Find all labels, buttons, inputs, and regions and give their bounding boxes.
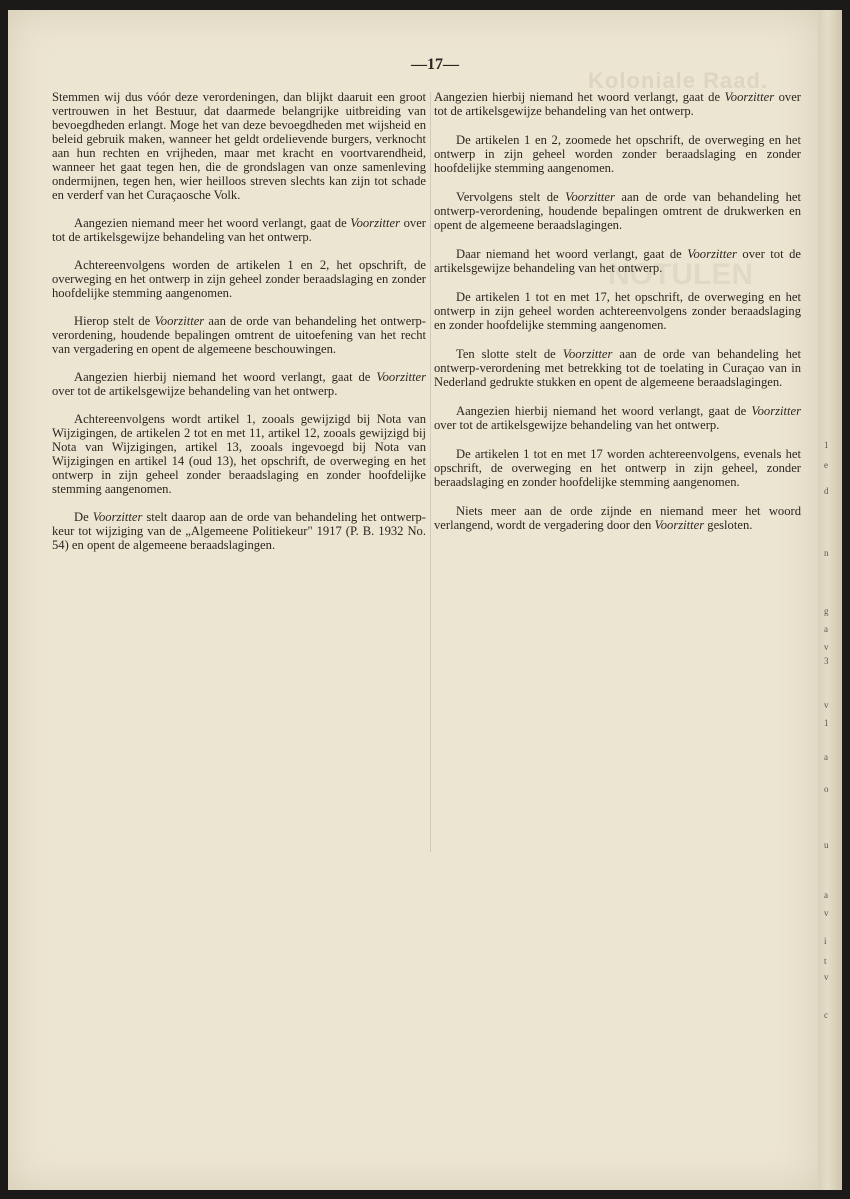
edge-char: v bbox=[824, 908, 829, 918]
paragraph bbox=[52, 314, 426, 356]
text-run: stelt daarop aan de orde van behandeling het ontwerp-keur tot wijziging van de „Algemeene Politiekeur" 1917 (P. B. 1932 No. 54) en opent de algemeene beraadslagingen. bbox=[52, 510, 426, 552]
paragraph bbox=[52, 510, 426, 552]
paragraph bbox=[52, 370, 426, 398]
chair-title: Voorzitter bbox=[687, 247, 737, 261]
chair-title: Voorzitter bbox=[724, 90, 775, 104]
chair-title: Voorzitter bbox=[92, 510, 143, 524]
text-run: Hierop stelt de bbox=[74, 314, 155, 328]
paragraph: De artikelen 1 en 2, zoomede het opschrift, de overweging en het ontwerp in zijn geheel worden zonder beraadslaging en zonder hoofdelijke stemming aangenomen. bbox=[434, 133, 801, 175]
text-run: Daar niemand het woord verlangt, gaat de bbox=[456, 247, 688, 261]
text-run: over tot de artikelsgewijze behandeling van het ontwerp. bbox=[52, 216, 426, 244]
column-divider bbox=[430, 92, 431, 852]
paragraph bbox=[434, 504, 801, 532]
page-number: —17— bbox=[411, 56, 459, 73]
chair-title: Voorzitter bbox=[565, 190, 615, 204]
text-run: aan de orde van behandeling het ontwerp-verordening, houdende bepalingen omtrent de drukwerken en opent de algemeene beraadslagingen. bbox=[434, 190, 801, 232]
edge-char: 1 bbox=[824, 718, 829, 728]
edge-char: 1 bbox=[824, 440, 829, 450]
text-run: Aangezien niemand meer het woord verlangt, gaat de bbox=[74, 216, 351, 230]
edge-char: a bbox=[824, 624, 828, 634]
text-run: Niets meer aan de orde zijnde en niemand meer het woord verlangend, wordt de vergadering door den bbox=[434, 504, 801, 532]
edge-char: t bbox=[824, 956, 827, 966]
text-run: Ten slotte stelt de bbox=[456, 347, 563, 361]
ghost-mid-bleedthrough: NOTULEN bbox=[608, 258, 753, 291]
edge-char: v bbox=[824, 972, 829, 982]
chair-title: Voorzitter bbox=[751, 404, 801, 418]
adjacent-page-edge bbox=[818, 10, 842, 1190]
text-run: over tot de artikelsgewijze behandeling van het ontwerp. bbox=[434, 90, 801, 118]
text-run: Aangezien hierbij niemand het woord verlangt, gaat de bbox=[456, 404, 752, 418]
right-column bbox=[434, 90, 801, 547]
chair-title: Voorzitter bbox=[154, 314, 205, 328]
chair-title: Voorzitter bbox=[376, 370, 426, 384]
text-run: aan de orde van behandeling het ontwerp-verordening met betrekking tot de toelating in Curaçao van in Nederland gedrukte stukken en opent de algemeene beraadslagingen. bbox=[434, 347, 802, 389]
edge-char: e bbox=[824, 460, 828, 470]
paragraph bbox=[434, 247, 801, 275]
text-run: Vervolgens stelt de bbox=[456, 190, 566, 204]
edge-char: v bbox=[824, 642, 829, 652]
chair-title: Voorzitter bbox=[654, 518, 705, 532]
edge-char: g bbox=[824, 606, 829, 616]
text-run: Aangezien hierbij niemand het woord verlangt, gaat de bbox=[74, 370, 377, 384]
paragraph bbox=[434, 190, 801, 232]
chair-title: Voorzitter bbox=[350, 216, 400, 230]
edge-char: a bbox=[824, 752, 828, 762]
edge-char: u bbox=[824, 840, 829, 850]
paragraph: Achtereenvolgens wordt artikel 1, zooals gewijzigd bij Nota van Wijzigingen, de artikelen 2 tot en met 11, artikel 12, zooals gewijzigd bij Nota van Wijzigingen, artikel 13, zooals ingevoegd bij Nota van Wijzigingen en artikel 14 (oud 13), het opschrift, de overweging en het ontwerp in zijn geheel zonder beraadslaging en zonder hoofdelijke stemming aangenomen. bbox=[52, 412, 426, 496]
edge-char: c bbox=[824, 1010, 828, 1020]
paragraph: Stemmen wij dus vóór deze verordeningen, dan blijkt daaruit een groot vertrouwen in het Bestuur, dat daarmede belangrijke uitbreiding van bevoegdheden erlangt. Moge het van deze bevoegdheden met wijsheid en beleid gebruik maken, wanneer het geldt ordelievende burgers, verknocht aan hun rechten en vrijheden, maar met kracht en voortvarendheid, wanneer het gaat tegen hen, die de grondslagen van onze samenleving ondermijnen, tegen hen, wier heilloos streven slechts kan zijn tot schade en verderf van het Curaçaosche Volk. bbox=[52, 90, 426, 202]
edge-char: i bbox=[824, 936, 827, 946]
text-run: over tot de artikelsgewijze behandeling van het ontwerp. bbox=[434, 247, 801, 275]
left-column bbox=[52, 90, 426, 566]
paragraph: De artikelen 1 tot en met 17 worden achtereenvolgens, evenals het opschrift, de overweging en het ontwerp in zijn geheel, zonder beraadslaging en zonder hoofdelijke stemming aangenomen. bbox=[434, 447, 801, 489]
paragraph bbox=[434, 90, 801, 118]
edge-char: n bbox=[824, 548, 829, 558]
edge-char: a bbox=[824, 890, 828, 900]
edge-char: 3 bbox=[824, 656, 829, 666]
text-run: over tot de artikelsgewijze behandeling van het ontwerp. bbox=[434, 418, 720, 432]
text-run: De bbox=[74, 510, 93, 524]
edge-char: d bbox=[824, 486, 829, 496]
paragraph: Achtereenvolgens worden de artikelen 1 en 2, het opschrift, de overweging en het ontwerp in zijn geheel zonder beraadslaging en zonder hoofdelijke stemming aangenomen. bbox=[52, 258, 426, 300]
paragraph: De artikelen 1 tot en met 17, het opschrift, de overweging en het ontwerp in zijn geheel worden achtereenvolgens zonder beraadslaging en zonder hoofdelijke stemming aangenomen. bbox=[434, 290, 801, 332]
text-run: Aangezien hierbij niemand het woord verlangt, gaat de bbox=[434, 90, 725, 104]
paragraph bbox=[434, 347, 801, 389]
text-run: over tot de artikelsgewijze behandeling van het ontwerp. bbox=[52, 384, 338, 398]
edge-char: o bbox=[824, 784, 829, 794]
edge-char: v bbox=[824, 700, 829, 710]
ghost-header-bleedthrough: Koloniale Raad. bbox=[588, 68, 769, 93]
chair-title: Voorzitter bbox=[562, 347, 613, 361]
paragraph bbox=[52, 216, 426, 244]
text-run: gesloten. bbox=[704, 518, 753, 532]
text-run: aan de orde van behandeling het ontwerp-verordening, houdende bepalingen omtrent de uitoefening van het recht van vergadering en opent de algemeene beschouwingen. bbox=[52, 314, 427, 356]
paragraph bbox=[434, 404, 801, 432]
